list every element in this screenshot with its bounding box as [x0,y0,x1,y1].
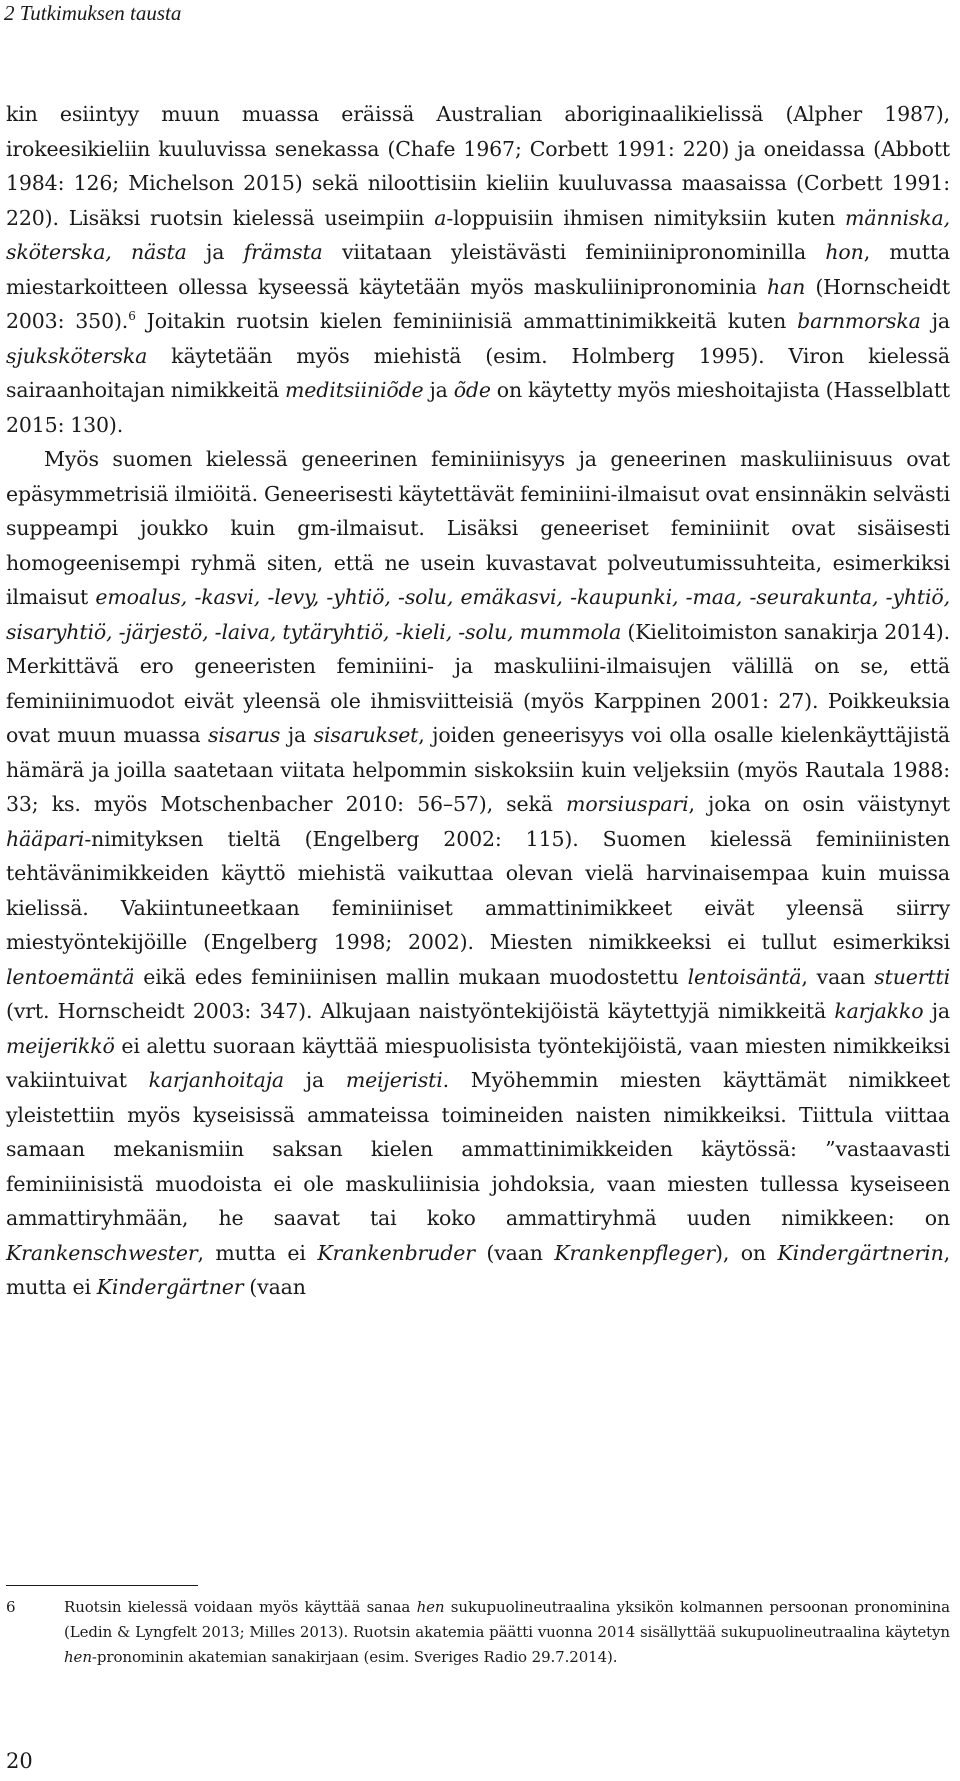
footnote-number: 6 [6,1598,16,1616]
text-run: (vrt. Hornscheidt 2003: 347). Alkujaan naistyöntekijöistä käytettyjä nimikkeitä [6,999,835,1023]
italic-term: barnmorska [797,309,921,333]
italic-term: morsiuspari [566,792,689,816]
italic-term: Krankenschwester [6,1240,198,1265]
italic-term: Krankenbruder [317,1240,475,1265]
text-run: eikä edes feminiinisen mallin mukaan muodostettu [134,964,688,989]
text-run: on käytetty myös mieshoitajista (Hasselblatt 2015: 130). [6,378,950,437]
text-run: , mutta ei [6,1240,950,1299]
text-run: ), on [715,1240,778,1265]
italic-term: hääpari [6,826,85,851]
text-run: , vaan [801,964,875,989]
italic-term: sjuksköterska [6,343,148,368]
text-run: ja [423,378,454,402]
text-run: -loppuisiin ihmisen nimityksiin kuten [446,205,846,230]
italic-term: människa, sköterska, nästa [6,205,951,264]
text-run: ja [920,309,950,333]
text-run: kin esiintyy muun muassa eräissä Australian aboriginaalikielissä (Alpher 1987), irokeesikieliin kuuluvissa senekassa (Chafe 1967; Corbett 1991: 220) ja oneidassa (Abbott 1984: 126; Michelson 2015) sekä niloottisiin kieliin kuuluvassa maasaissa (Corbett 1991: 220). Lisäksi ruotsin kielessä useimpiin [6,102,950,230]
paragraph-2 [6,442,950,1305]
footnote [6,1595,950,1670]
text-run: , joka on osin väistynyt [688,792,950,816]
italic-term: meijeristi [345,1068,443,1092]
footnote-text [64,1595,950,1670]
italic-term: Kindergärtnerin [777,1240,944,1265]
italic-term: Kindergärtner [96,1275,244,1299]
text-run: -nimityksen tieltä (Engelberg 2002: 115). Suomen kielessä feminiinisten tehtävänimikkeiden käyttö miehistä vaikuttaa olevan vielä harvinaisempaa kuin muissa kielissä. Vakiintuneetkaan feminiiniset ammattinimikkeet eivät yleensä siirry miestyöntekijöille (Engelberg 1998; 2002). Miesten nimikkeeksi ei tullut esimerkiksi [6,826,950,954]
italic-term: emoalus, -kasvi, -levy, -yhtiö, -solu, emäkasvi, -kaupunki, -maa, -seurakunta, -yhtiö, sisaryhtiö, -järjestö, -laiva, tytäryhtiö, -kieli, -solu, mummola [6,585,950,644]
italic-term: främsta [243,240,323,264]
footnote-divider [6,1585,198,1586]
footnote-reference: 6 [128,309,136,324]
text-run: (Hornscheidt 2003: 350). [6,274,950,333]
italic-term: a [434,205,447,230]
italic-term: stuertti [874,964,950,989]
italic-term: lentoisäntä [687,964,802,989]
italic-term: karjanhoitaja [148,1068,284,1092]
page-number: 20 [6,1749,33,1773]
text-run: , mutta ei [197,1240,318,1265]
text-run: , mutta miestarkoitteen ollessa kyseessä käytetään myös maskuliinipronominia [6,240,950,299]
text-run: , joiden geneerisyys voi olla osalle kielenkäyttäjistä hämärä ja joilla saatetaan viitata helpommin siskoksiin kuin veljeksiin (myös Rautala 1988: 33; ks. myös Motschenbacher 2010: 56–57), sekä [6,723,951,816]
text-run: (vaan [243,1275,306,1299]
italic-term: karjakko [834,999,924,1023]
italic-term: hen [64,1648,92,1666]
text-run: sukupuolineutraalina yksikön kolmannen persoonan pronominina (Ledin & Lyngfelt 2013; Milles 2013). Ruotsin akatemia päätti vuonna 2014 sisällyttää sukupuolineutraalina käytetyn [64,1598,950,1641]
text-run: viitataan yleistävästi feminiinipronominilla [322,240,826,264]
paragraph-1 [6,97,950,442]
text-run: ja [283,1068,346,1092]
italic-term: õde [453,378,491,402]
text-run: (Kielitoimiston sanakirja 2014). Merkittävä ero geneeristen feminiini- ja maskuliini-ilmaisujen välillä on se, että feminiinimuodot eivät yleensä ole ihmisviitteisiä (myös Karppinen 2001: 27). Poikkeuksia ovat muun muassa [6,619,950,747]
italic-term: meditsiiniõde [284,378,424,402]
text-run: ei alettu suoraan käyttää miespuolisista työntekijöistä, vaan miesten nimikkeiksi vakiintuivat [6,1033,950,1092]
running-head: 2 Tutkimuksen tausta [4,1,182,25]
text-run: käytetään myös miehistä (esim. Holmberg 1995). Viron kielessä sairaanhoitajan nimikkeitä [6,343,950,402]
text-run: ja [186,240,244,264]
text-run: -pronominin akatemian sanakirjaan (esim. Sveriges Radio 29.7.2014). [91,1648,618,1666]
text-run: Ruotsin kielessä voidaan myös käyttää sanaa [64,1598,417,1616]
text-run: ja [923,999,950,1023]
text-run: Joitakin ruotsin kielen feminiinisiä ammattinimikkeitä kuten [135,309,798,333]
italic-term: Krankenpfleger [554,1240,715,1265]
italic-term: sisarukset [313,723,419,747]
italic-term: hen [416,1598,445,1616]
italic-term: hon [825,240,864,264]
italic-term: meijerikkö [6,1033,115,1058]
body-text [6,97,950,1305]
text-run: ja [280,723,314,747]
text-run: . Myöhemmin miesten käyttämät nimikkeet yleistettiin myös kyseisissä ammateissa toimineiden naisten nimikkeiksi. Tiittula viittaa samaan mekanismiin saksan kielen ammattinimikkeiden käytössä: ”vastaavasti feminiinisistä muodoista ei ole maskuliinisia johdoksia, vaan miesten tullessa kyseiseen ammattiryhmään, he saavat tai koko ammattiryhmä uuden nimikkeen: on [6,1068,950,1230]
italic-term: han [766,274,806,299]
italic-term: lentoemäntä [6,964,135,989]
text-run: (vaan [474,1240,555,1265]
italic-term: sisarus [208,723,281,747]
text-run: Myös suomen kielessä geneerinen feminiinisyys ja geneerinen maskuliinisuus ovat epäsymmetrisiä ilmiöitä. Geneerisesti käytettävät feminiini-ilmaisut ovat ensinnäkin selvästi suppeampi joukko kuin gm-ilmaisut. Lisäksi geneeriset feminiinit ovat sisäisesti homogeenisempi ryhmä siten, että ne usein kuvastavat polveutumissuhteita, esimerkiksi ilmaisut [6,447,950,609]
